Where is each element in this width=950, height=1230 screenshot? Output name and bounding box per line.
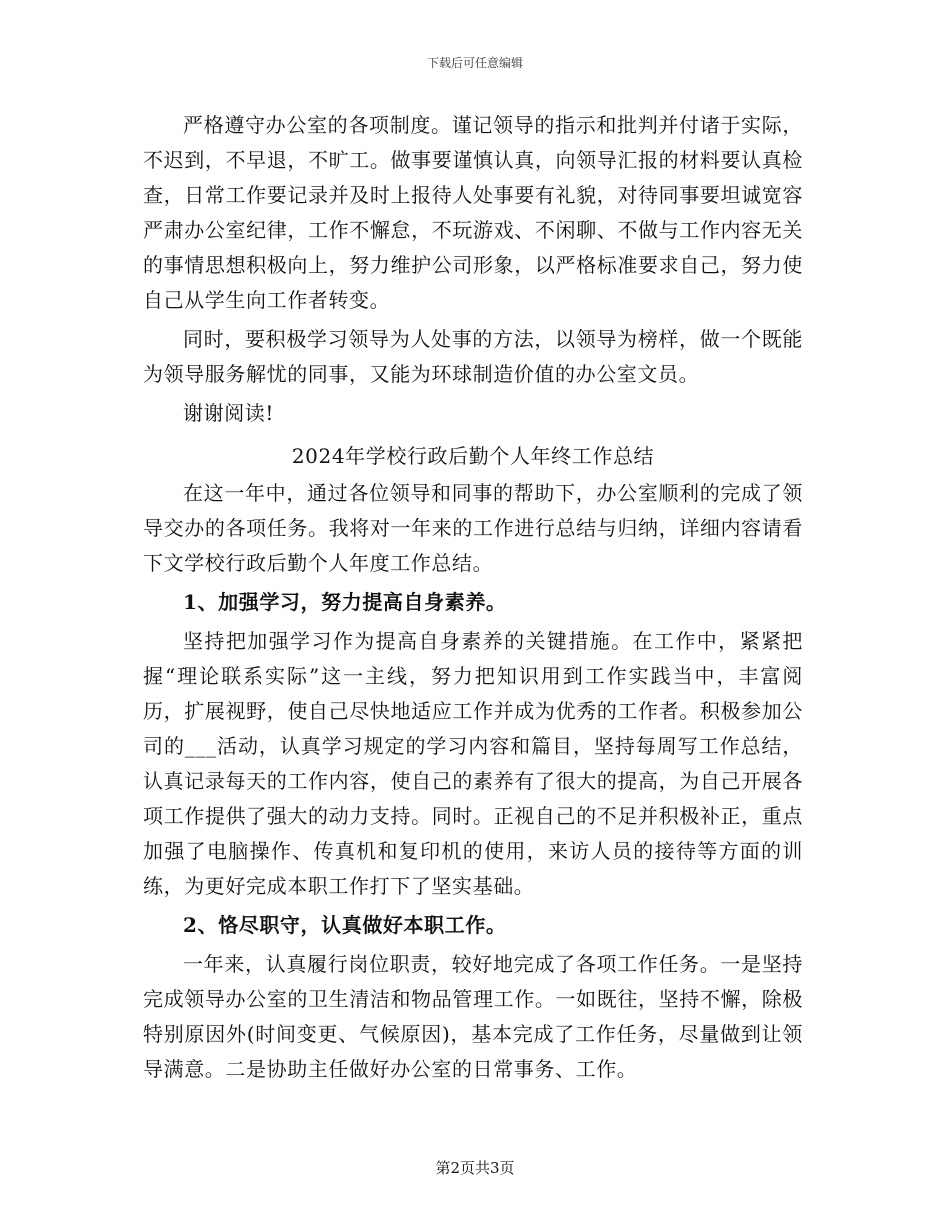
paragraph-office-rules: 严格遵守办公室的各项制度。谨记领导的指示和批判并付诸于实际，不迟到，不早退，不旷工。做事要谨慎认真，向领导汇报的材料要认真检查，日常工作要记录并及时上报待人处事要有礼貌，对待同事要坦诚宽容严肃办公室纪律，工作不懈怠，不玩游戏、不闲聊、不做与工作内容无关的事情思想积极向上，努力维护公司形象，以严格标准要求自己，努力使自己从学生向工作者转变。 — [143, 113, 803, 312]
paragraph-section-2: 一年来，认真履行岗位职责，较好地完成了各项工作任务。一是坚持完成领导办公室的卫生清洁和物品管理工作。一如既往，坚持不懈，除极特别原因外(时间变更、气候原因)，基本完成了工作任务，尽量做到让领导满意。二是协助主任做好办公室的日常事务、工作。 — [143, 952, 803, 1081]
section-heading-2: 2、恪尽职守，认真做好本职工作。 — [183, 913, 507, 937]
page-header: 下载后可任意编辑 — [426, 56, 523, 70]
paragraph-section-1: 坚持把加强学习作为提高自身素养的关键措施。在工作中，紧紧把握“理论联系实际”这一主线，努力把知识用到工作实践当中，丰富阅历，扩展视野，使自己尽快地适应工作并成为优秀的工作者。积极参加公司的___活动，认真学习规定的学习内容和篇目，坚持每周写工作总结，认真记录每天的工作内容，使自己的素养有了很大的提高，为自己开展各项工作提供了强大的动力支持。同时。正视自己的不足并积极补正，重点加强了电脑操作、传真机和复印机的使用，来访人员的接待等方面的训练，为更好完成本职工作打下了坚实基础。 — [143, 629, 803, 898]
paragraph-learning-from-leaders: 同时，要积极学习领导为人处事的方法，以领导为榜样，做一个既能为领导服务解忧的同事，又能为环球制造价值的办公室文员。 — [143, 327, 803, 386]
document-body — [143, 108, 803, 1087]
document-title: 2024年学校行政后勤个人年终工作总结 — [291, 444, 655, 468]
section-heading-1: 1、加强学习，努力提高自身素养。 — [183, 590, 507, 614]
paragraph-thanks: 谢谢阅读! — [183, 401, 275, 425]
page-footer: 第2页共3页 — [435, 1159, 515, 1177]
paragraph-intro: 在这一年中，通过各位领导和同事的帮助下，办公室顺利的完成了领导交办的各项任务。我将对一年来的工作进行总结与归纳，详细内容请看下文学校行政后勤个人年度工作总结。 — [143, 481, 803, 575]
